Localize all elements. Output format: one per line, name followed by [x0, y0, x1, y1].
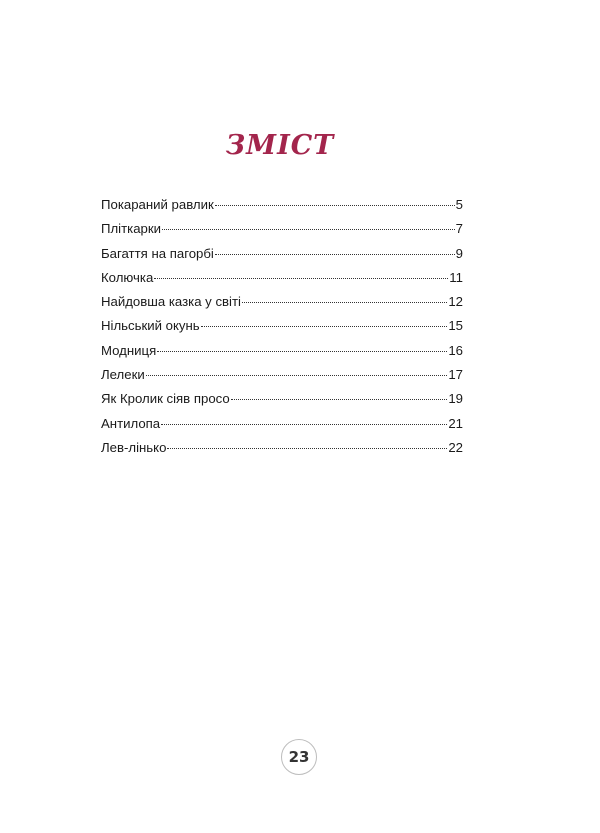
table-of-contents [101, 193, 463, 460]
toc-entry [101, 387, 463, 411]
toc-entry-page: 5 [455, 197, 463, 212]
toc-entry [101, 363, 463, 387]
toc-entry-page: 17 [448, 367, 463, 383]
dot-leader [231, 399, 448, 400]
dot-leader [242, 302, 447, 303]
toc-entry-title: Колючка [101, 269, 154, 285]
toc-entry-page: 12 [448, 294, 463, 310]
toc-entry-page: 21 [448, 415, 463, 431]
toc-entry-page: 7 [455, 221, 463, 237]
toc-entry-title: Антилопа [101, 415, 161, 431]
dot-leader [167, 448, 447, 449]
toc-entry [101, 314, 463, 338]
toc-entry-title: Покараний равлик [101, 197, 214, 212]
toc-entry [101, 242, 463, 266]
toc-entry-title: Найдовша казка у світі [101, 294, 241, 310]
dot-leader [162, 229, 455, 230]
toc-entry [101, 339, 463, 363]
toc-entry [101, 436, 463, 460]
toc-entry-page: 9 [455, 245, 463, 261]
toc-entry-page: 22 [448, 439, 463, 455]
toc-entry [101, 412, 463, 436]
toc-entry-title: Як Кролик сіяв просо [101, 391, 230, 407]
dot-leader [215, 254, 455, 255]
toc-entry-page: 11 [449, 269, 463, 285]
dot-leader [215, 205, 455, 206]
toc-entry [101, 266, 463, 290]
dot-leader [154, 278, 448, 279]
toc-entry [101, 290, 463, 314]
dot-leader [146, 375, 448, 376]
page-number-badge: 23 [281, 739, 317, 775]
dot-leader [157, 351, 447, 352]
toc-entry-title: Модниця [101, 342, 157, 358]
toc-entry-title: Лев-лінько [101, 439, 167, 455]
dot-leader [161, 424, 447, 425]
toc-entry-title: Багаття на пагорбі [101, 245, 214, 261]
toc-entry [101, 193, 463, 217]
dot-leader [201, 326, 448, 327]
toc-entry-title: Нільський окунь [101, 318, 200, 334]
toc-entry [101, 217, 463, 241]
toc-entry-title: Пліткарки [101, 221, 162, 237]
toc-entry-page: 16 [448, 342, 463, 358]
toc-entry-page: 19 [448, 391, 463, 407]
toc-entry-title: Лелеки [101, 367, 145, 383]
toc-title: ЗМІСТ [225, 130, 335, 161]
toc-entry-page: 15 [448, 318, 463, 334]
